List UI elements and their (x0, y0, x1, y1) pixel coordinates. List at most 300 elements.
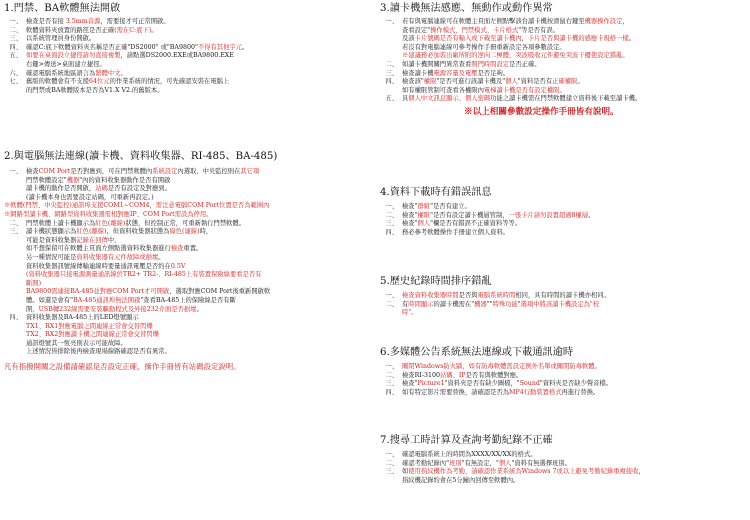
highlight-text: ※建議務必加裝出廠所附的逆向二極體，突波吸收元件避免突波干擾使設定錯亂。 (402, 52, 629, 60)
item-line (402, 27, 635, 36)
body-text: 。 (628, 35, 635, 43)
list-item (380, 95, 746, 104)
list-item (4, 35, 370, 44)
highlight-text: 不得有其他字元 (197, 43, 242, 51)
item-body (402, 95, 641, 104)
item-line (26, 220, 245, 229)
list-item (380, 212, 746, 221)
body-text: 是否與 (458, 292, 478, 299)
highlight-text: BA-485通訊埠無法開啟 (72, 296, 141, 304)
item-number: 六、 (9, 69, 22, 77)
list-item (4, 228, 370, 314)
highlight-text: 3.5mm音源 (65, 18, 101, 25)
section-5 (380, 275, 746, 318)
highlight-text: 斷開) (26, 279, 42, 287)
list-item (380, 220, 746, 229)
body-text: 確認電腦系統上的時間為XXXX/XX/XX的格式。 (402, 451, 537, 458)
body-text: ，請點選DS2000.EXE或BA9800.EXE (120, 52, 234, 60)
item-number: 三、 (385, 69, 398, 77)
highlight-text: 其它項 (240, 168, 260, 175)
item-number: 一、 (9, 168, 22, 175)
highlight-text: 機器 (474, 300, 487, 308)
item-number: 三、 (385, 220, 398, 228)
item-line (402, 292, 610, 301)
body-text: "是否有建立。 (430, 203, 471, 210)
highlight-text: Picture1 (417, 380, 445, 388)
body-text: 另一種情況可能是 (26, 253, 77, 261)
highlight-text: 卡片是否與讀卡機的感應卡規格一樣 (527, 35, 629, 43)
body-text: 如有權限管制可查看各權限內 (402, 86, 484, 94)
body-text: 資料收集器及BA-485上的LED燈號顯示 (26, 314, 139, 322)
section-2 (4, 150, 370, 372)
highlight-text: 時"。 (402, 309, 418, 317)
body-text: 是否有設定及對應到。 (107, 185, 171, 193)
item-line (26, 27, 158, 36)
body-text: 若沒有對電腦連線可參考操作手冊重新設定各項參數設定。 (402, 43, 566, 51)
body-text: 通訊燈號其一恆亮則表示可能故障。 (26, 339, 127, 347)
item-number: 一、 (385, 292, 398, 299)
body-text: ， (638, 468, 645, 476)
item-number: 七、 (9, 78, 22, 86)
item-number: 二、 (385, 459, 398, 467)
item-line (402, 35, 635, 44)
highlight-text: 班別 (448, 459, 462, 467)
section-title: 3.讀卡機無法感應、無動作或動作異常 (380, 3, 553, 14)
body-text: 及該 (402, 35, 415, 43)
item-line (402, 220, 521, 229)
item-line (402, 95, 641, 104)
body-text: 內選取，中央監控則在 (177, 168, 241, 175)
highlight-text: 正確權限 (552, 78, 578, 86)
section-3 (380, 2, 746, 118)
highlight-text: 站碼 (95, 185, 108, 193)
item-line (26, 306, 270, 315)
item-body (402, 460, 571, 469)
body-text: " (517, 300, 521, 308)
item-body (26, 35, 95, 44)
body-text: 舊版的軟體會有不支援 (26, 78, 89, 86)
highlight-text: TX1、RX1對應電腦之間連線正常會交替閃爍 (26, 322, 153, 330)
item-body (402, 18, 635, 61)
body-text: 確認考勤紀錄內" (402, 459, 449, 467)
item-line (26, 254, 270, 263)
section-list (380, 451, 746, 485)
item-number: 二、 (385, 300, 398, 308)
item-line (402, 363, 601, 372)
item-body (26, 78, 229, 95)
item-body (26, 314, 171, 357)
body-text: 是否有與軟體對應。 (465, 371, 523, 379)
highlight-text: 0.5V (170, 262, 186, 270)
body-text: "是否可進行該讀卡機及" (436, 78, 506, 86)
body-text: 功能之讀卡機需在門禁軟體建立資料後下載至讀卡機。 (490, 95, 642, 103)
body-text: 重置。 (183, 245, 203, 253)
body-text: "有無設定，" (461, 459, 499, 467)
item-number: 五、 (385, 95, 398, 103)
item-line (402, 78, 584, 87)
item-line (402, 460, 571, 469)
body-text: 檢查RI-3100 (402, 371, 440, 379)
item-line (402, 380, 612, 389)
body-text: 確認C:底下軟體資料夾名稱是否正確"DS2000" 或"BA9800" (26, 43, 198, 51)
item-body (26, 18, 170, 27)
body-text: "等是否有誤。 (518, 26, 559, 34)
item-body (402, 70, 509, 79)
highlight-text: 時間顯示 (408, 300, 434, 308)
item-body (26, 228, 270, 314)
body-text: 檢查該" (402, 78, 424, 86)
item-line (26, 245, 270, 254)
item-number: 一、 (385, 18, 398, 25)
item-body (402, 78, 584, 95)
body-text: ，但資料收集器狀態為 (106, 228, 170, 236)
item-line (402, 18, 635, 27)
item-line (26, 323, 171, 332)
item-line (26, 288, 270, 297)
item-line (402, 203, 471, 212)
highlight-text: 機器操作設定 (584, 18, 623, 25)
body-text: 門禁軟體設定" (26, 176, 67, 184)
body-text: 務必參考軟體操作手冊建立個人資料。 (402, 228, 510, 236)
body-text: "是否有設定讀卡機層管制， (430, 211, 509, 219)
item-line (402, 372, 522, 381)
body-text: 中， (107, 236, 121, 244)
item-number: 四、 (385, 78, 398, 86)
list-item (380, 78, 746, 95)
body-text: 的讀卡機需在" (433, 300, 475, 308)
item-line (26, 78, 229, 87)
highlight-text: 系統設定 (152, 168, 178, 175)
item-number: 二、 (385, 371, 398, 379)
body-text: 開 (26, 305, 33, 313)
section-title: 2.與電腦無法連線(讀卡機、資料收集器、RI-485、BA-485) (4, 151, 278, 162)
body-text: 資料收集器訊號線傳輸連線時要量通訊電壓是否約在 (26, 262, 171, 270)
list-item (4, 220, 370, 229)
body-text: "查看BA-485上的保險絲是否有斷 (140, 296, 236, 304)
item-line (26, 70, 127, 79)
item-number: 五、 (9, 52, 22, 60)
body-text: 。 (577, 78, 584, 86)
item-number: 四、 (385, 228, 398, 236)
item-body (26, 220, 245, 229)
item-body (26, 168, 259, 202)
body-text: 的作業系統的情況，可先確認安裝在電腦上 (109, 78, 230, 86)
item-number: 四、 (9, 314, 22, 322)
section-list (4, 18, 370, 95)
body-text: "" (486, 300, 493, 308)
body-text: ， (622, 18, 629, 25)
list-item (380, 18, 746, 61)
body-text: 具 (402, 95, 409, 103)
section-title: 7.搜尋工時計算及查詢考勤紀錄不正確 (380, 435, 553, 446)
item-line (26, 52, 234, 61)
item-number: 一、 (385, 203, 398, 210)
item-body (402, 220, 521, 229)
body-text: 。 (196, 305, 203, 313)
section-list (380, 203, 746, 237)
highlight-text: 卡片號碼是否有輸入或下載至讀卡機內 (414, 35, 522, 43)
body-text: (讀卡機本身也需要設定站碼，可重新再設定。) (26, 193, 154, 201)
item-line (402, 309, 599, 318)
body-text: 檢查" (402, 220, 418, 228)
section-list (380, 363, 746, 397)
section-title: 5.歷史紀錄時間排序錯亂 (380, 276, 492, 287)
body-text: 檢查" (402, 380, 418, 388)
list-item (4, 52, 370, 69)
item-body (402, 389, 599, 398)
item-body (26, 27, 158, 36)
section-7 (380, 434, 746, 485)
item-body (402, 212, 594, 221)
item-line (26, 271, 270, 280)
footer-note: 凡有指撥開關之設備請確認是否設定正確，操作手冊皆有站碼設定說明。 (4, 362, 241, 372)
item-line (26, 314, 171, 323)
item-body (402, 61, 541, 70)
section-title: 6.多媒體公告系統無法連線或下載通訊逾時 (380, 347, 574, 358)
section-list (380, 292, 746, 318)
body-text: 是否正確。 (509, 60, 541, 68)
body-text: 如不想保留可在軟體主頁面左側點選資料收集器進行 (26, 245, 171, 253)
body-text: 是否對應到，可在門禁軟體內 (70, 168, 153, 175)
highlight-text: 檢查 (170, 245, 184, 253)
highlight-text: 開門時間設定 (471, 60, 510, 68)
body-text: 若有與電腦連線可在軟體主頁面左側點擊該台讀卡機按滑鼠右鍵至 (402, 18, 585, 25)
body-text: 門禁軟體上讀卡機顯示為 (26, 219, 96, 227)
body-text: "內的資料收集器動作是否有開啟 (79, 176, 171, 184)
highlight-text: 綠色(連線) (169, 228, 200, 236)
highlight-text: IP (458, 371, 466, 379)
body-text: 檢查" (402, 203, 418, 210)
body-text: 體。如還是會有" (26, 296, 73, 304)
list-item (380, 229, 746, 238)
body-text: 。 (241, 43, 249, 51)
body-text: 是否足夠。 (477, 69, 510, 77)
item-number: 三、 (9, 35, 22, 43)
item-number: 一、 (9, 18, 22, 25)
highlight-text: ，USB轉232線需要安裝驅動程式及外接232介面是否損壞 (32, 305, 197, 313)
highlight-text: 使用指紋機作為考勤，請確認作業系統為Windows 7或以上避免考勤紀錄重複接收 (408, 468, 639, 476)
list-item (380, 389, 746, 398)
item-line (402, 477, 645, 486)
body-text: 以系統管理員身份開啟。 (26, 35, 96, 43)
body-text: 。 (151, 26, 158, 34)
body-text: 。 (559, 86, 566, 94)
body-text: 檢查 (26, 168, 39, 175)
item-line (402, 229, 509, 238)
body-text: 上述情況皆排除後再檢查現場線路確認是否有異常。 (26, 348, 171, 356)
item-line (26, 185, 259, 194)
body-text: 如有特定影片需要替換，請確認是否為 (402, 388, 510, 396)
list-item (380, 61, 746, 70)
body-text: ，選取對應COM Port後重新開啟軟 (169, 288, 271, 296)
highlight-text: 群組 (417, 203, 431, 210)
item-number: 二、 (9, 219, 22, 227)
item-line (26, 61, 234, 70)
item-body (402, 451, 537, 460)
list-item (380, 451, 746, 460)
item-number: 二、 (9, 26, 22, 34)
item-number: 三、 (385, 380, 398, 388)
body-text: 狀態，但控制正常，可重新執行門禁軟體。 (125, 219, 246, 227)
list-item (4, 27, 370, 36)
body-text: 確認電腦系統地區語言為 (26, 69, 96, 77)
list-item (380, 203, 746, 212)
item-body (402, 380, 612, 389)
highlight-text: BA9800需連接BA-485並對應COM Port才可開啟 (26, 288, 170, 296)
item-line (26, 263, 270, 272)
highlight-text: 電梯讀卡機是否有設定權限 (483, 86, 560, 94)
item-number: 四、 (9, 43, 22, 51)
body-text: 如 (402, 468, 409, 476)
item-line (26, 297, 270, 306)
highlight-text: 操作模式、門禁模式、卡片格式 (430, 26, 519, 34)
highlight-text: 機器 (66, 176, 80, 184)
highlight-text: 資料收集器有元件故障或損壞 (76, 253, 159, 261)
item-body (402, 372, 522, 381)
body-text: 。 (158, 253, 165, 261)
section-title: 1.門禁、BA軟體無法開啟 (4, 3, 121, 14)
highlight-text: 特殊功能 (492, 300, 518, 308)
big-note: ※以上相關參數設定操作手冊皆有說明。 (464, 106, 619, 117)
highlight-text: (資料收集器只接電源測量通訊線於TR2+ TR2-、RI-485上有裝置保險絲要看是否有 (26, 271, 262, 279)
body-text: 再進行替換。 (561, 388, 600, 396)
highlight-text: 權限 (417, 211, 431, 219)
item-body (402, 229, 509, 238)
item-line (26, 168, 259, 177)
section-6 (380, 346, 746, 397)
highlight-text: 電源容量及電壓 (433, 69, 478, 77)
item-line (402, 212, 594, 221)
item-line (402, 468, 645, 477)
highlight-text: 記錄在回傳 (76, 236, 108, 244)
note-block (4, 202, 370, 219)
item-line (26, 177, 259, 186)
section-1 (4, 2, 370, 95)
body-text: 的門禁或BA軟體版本是否為V1.X V2.的舊版本。 (26, 86, 164, 94)
body-text: 相同，具有時間的讀卡機亦相同。 (515, 292, 610, 299)
body-text: 檢查是否有接 (26, 18, 66, 25)
item-line (402, 70, 509, 79)
body-text: ，需要接才可正常開啟。 (100, 18, 170, 25)
highlight-text: MP4行動裝置格式 (509, 388, 562, 396)
body-text: 可能是資料收集器 (26, 236, 77, 244)
body-text: 檢查讀卡機 (402, 69, 434, 77)
body-text: "資料有無選擇班別。 (511, 459, 572, 467)
item-body (26, 70, 127, 79)
highlight-text: 如要在桌面設立捷徑請勿直接複製 (26, 52, 121, 60)
item-number: 三、 (385, 468, 398, 476)
body-text: ， (521, 35, 528, 43)
item-line (402, 61, 541, 70)
list-item (4, 18, 370, 27)
note-line: ※軟體(門禁、中央監控)通訊埠支援COM1~COM4，需注意電腦COM Port位置是否為範圍內 (4, 202, 270, 210)
list-item (380, 372, 746, 381)
body-text: "資料是否有 (517, 78, 553, 86)
item-body (402, 203, 471, 212)
body-text: "欄是否有錯誤不正確資料等等。 (430, 220, 522, 228)
highlight-text: 紅色(離線) (76, 228, 107, 236)
body-text: "資料夾是否有缺少圖檔，" (444, 380, 520, 388)
list-item (380, 460, 746, 469)
body-text: "資料夾是否缺少聲音檔。 (539, 380, 613, 388)
item-line (26, 35, 95, 44)
body-text: 有 (402, 300, 409, 308)
item-number: 二、 (385, 60, 398, 68)
item-number: 二、 (385, 211, 398, 219)
item-line (402, 451, 537, 460)
list-item (380, 363, 746, 372)
body-text: 檢查" (402, 211, 418, 219)
item-number: 四、 (385, 388, 398, 396)
body-text: 。 (120, 69, 127, 77)
highlight-text: 站碼 (439, 371, 453, 379)
body-text: 右鍵>傳送>桌面建立捷徑。 (26, 60, 106, 68)
section-list (4, 168, 370, 202)
highlight-text: 紅色(離線) (95, 219, 126, 227)
highlight-text: Sound (519, 380, 540, 388)
section-list (4, 220, 370, 358)
item-number: 一、 (385, 451, 398, 458)
highlight-text: 關閉Windows防火牆，如有防毒軟體需設定例外名單或關閉防毒軟體。 (402, 363, 601, 370)
highlight-text: 電腦系統時間 (477, 292, 516, 299)
section-list (380, 18, 746, 104)
section-title: 4.資料下載時有錯誤訊息 (380, 187, 492, 198)
list-item (4, 168, 370, 202)
note-line: ※網路型讀卡機、網路型資料收集器需相對應IP、COM Port需設為停用。 (4, 210, 213, 218)
list-item (380, 380, 746, 389)
item-body (26, 52, 234, 69)
list-item (4, 314, 370, 357)
body-text: 讀卡機狀態顯示為 (26, 228, 77, 236)
highlight-text: 繁體中文 (95, 69, 121, 77)
item-line (26, 18, 170, 27)
body-text: 。 (588, 211, 595, 219)
list-item (380, 292, 746, 301)
list-item (4, 70, 370, 79)
item-line (26, 331, 171, 340)
body-text: 、 (452, 371, 459, 379)
item-body (402, 292, 610, 301)
highlight-text: 一張卡片請勿設置超過8權層 (508, 211, 589, 219)
list-item (380, 468, 746, 485)
body-text: 指紋機記錄約會在5分鐘內回傳至軟體內。 (402, 476, 520, 484)
item-line (26, 348, 171, 357)
highlight-text: 個人 (505, 78, 518, 86)
item-body (402, 468, 645, 485)
highlight-text: 個人 (417, 220, 431, 228)
list-item (380, 301, 746, 318)
body-text: 時， (199, 228, 213, 236)
list-item (380, 70, 746, 79)
item-number: 三、 (9, 228, 22, 236)
highlight-text: 選項中將該讀卡機設定為"校 (520, 300, 600, 308)
item-line (26, 228, 270, 237)
item-body (402, 363, 601, 372)
highlight-text: TX2、RX2對應讀卡機之間連線正常會交替閃爍 (26, 331, 159, 339)
item-number: 一、 (385, 363, 398, 370)
item-line (26, 87, 229, 96)
item-body (402, 301, 599, 318)
highlight-text: 權限 (423, 78, 437, 86)
highlight-text: 檢查資料收集器時間 (402, 292, 459, 299)
section-4 (380, 186, 746, 237)
highlight-text: 個人中文訊息顯示、個人密碼 (408, 95, 491, 103)
item-line (402, 301, 599, 310)
body-text: 查看設定" (402, 26, 431, 34)
highlight-text: 64位元 (88, 78, 110, 86)
highlight-text: 個人 (498, 459, 512, 467)
body-text: 如讀卡機開關門異常查看 (402, 60, 472, 68)
